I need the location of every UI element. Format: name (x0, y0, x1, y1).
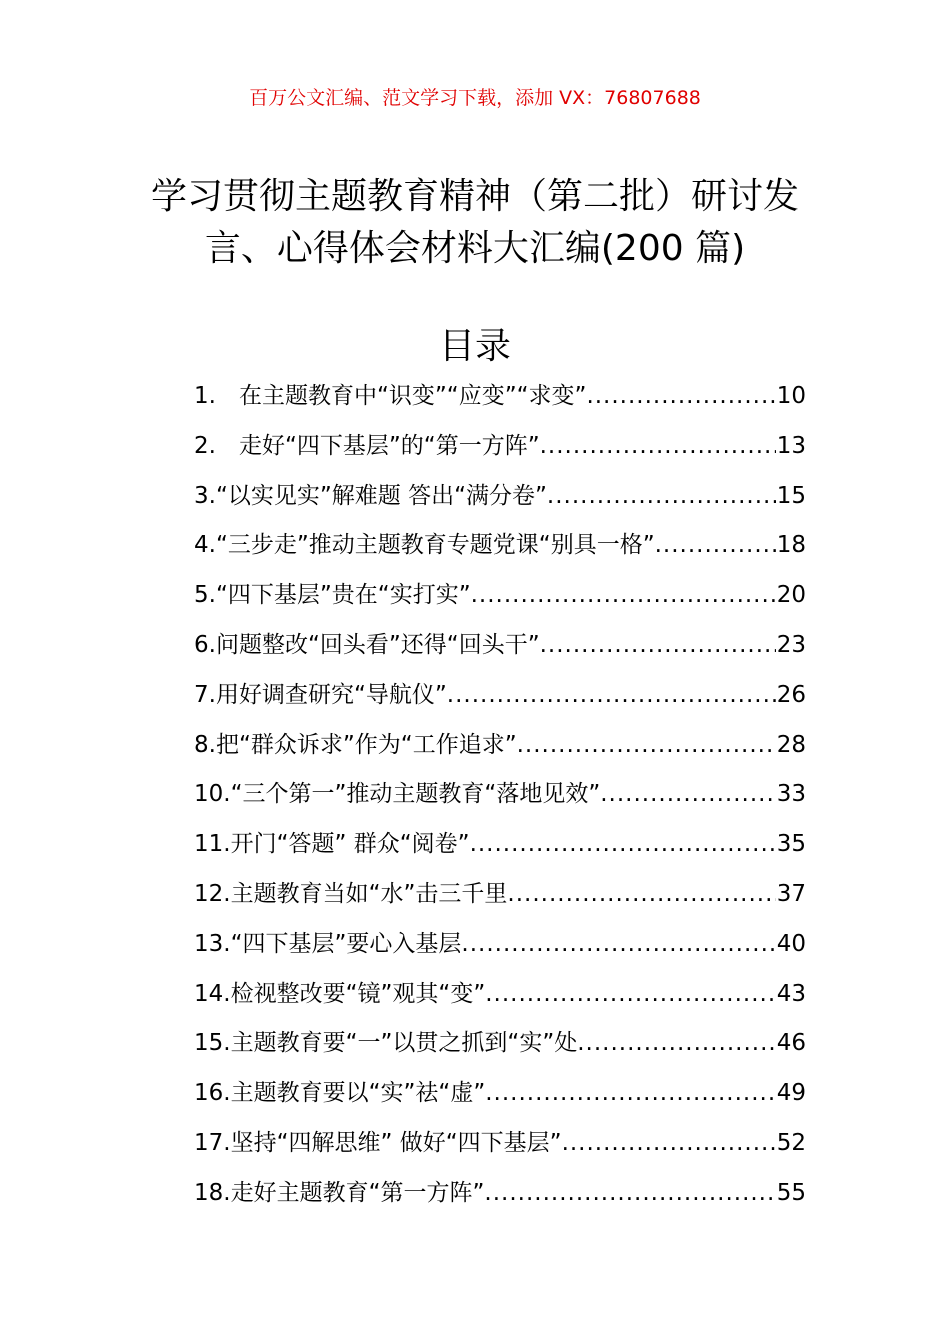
toc-entry[interactable] (194, 1169, 806, 1219)
document-title-line-1: 学习贯彻主题教育精神（第二批）研讨发 (150, 176, 799, 217)
toc-page-number: 35 (776, 831, 806, 858)
toc-entry-title: 3.“以实见实”解难题 答出“满分卷” (194, 482, 547, 509)
document-title (140, 171, 810, 275)
toc-page-number: 49 (776, 1080, 806, 1107)
toc-entry-title: 18.走好主题教育“第一方阵” (194, 1179, 485, 1206)
toc-page-number: 40 (776, 930, 806, 957)
toc-page-number: 55 (776, 1179, 806, 1206)
toc-page-number: 13 (776, 432, 806, 459)
toc-dot-leader (586, 372, 775, 422)
toc-entry-title: 15.主题教育要“一”以贯之抓到“实”处 (194, 1030, 578, 1057)
toc-entry-title: 13.“四下基层”要心入基层 (194, 930, 462, 957)
toc-entry-title: 8.把“群众诉求”作为“工作追求” (194, 731, 517, 758)
toc-dot-leader (470, 820, 776, 870)
toc-page-number: 46 (776, 1030, 806, 1057)
toc-entry[interactable] (194, 1019, 806, 1069)
toc-dot-leader (517, 721, 776, 771)
toc-entry[interactable] (194, 372, 806, 422)
toc-dot-leader (577, 1019, 775, 1069)
toc-page-number: 28 (776, 731, 806, 758)
toc-dot-leader (461, 920, 775, 970)
header-note: 百万公文汇编、范文学习下载，添加 VX：76807688 (249, 87, 701, 109)
toc-page-number: 23 (776, 631, 806, 658)
toc-page-number: 33 (776, 781, 806, 808)
document-title-line-2: 言、心得体会材料大汇编(200 篇) (204, 228, 746, 269)
toc-dot-leader (471, 571, 776, 621)
toc-page-number: 37 (776, 880, 806, 907)
toc-entry[interactable] (194, 721, 806, 771)
toc-entry[interactable] (194, 621, 806, 671)
toc-entry[interactable] (194, 920, 806, 970)
toc-dot-leader (447, 671, 776, 721)
toc-entry[interactable] (194, 472, 806, 522)
toc-entry[interactable] (194, 870, 806, 920)
toc-entry[interactable] (194, 571, 806, 621)
toc-dot-leader (485, 1069, 775, 1119)
toc-dot-leader (655, 521, 776, 571)
toc-entry[interactable] (194, 820, 806, 870)
toc-entry-title: 11.开门“答题” 群众“阅卷” (194, 831, 470, 858)
toc-page-number: 43 (776, 980, 806, 1007)
toc-dot-leader (540, 422, 776, 472)
toc-entry-title: 17.坚持“四解思维” 做好“四下基层” (194, 1129, 562, 1156)
toc-entry-title: 1. 在主题教育中“识变”“应变”“求变” (194, 383, 587, 409)
toc-entry-title: 10.“三个第一”推动主题教育“落地见效” (194, 781, 601, 808)
table-of-contents (194, 372, 806, 1219)
toc-entry-title: 14.检视整改要“镜”观其“变” (194, 980, 486, 1007)
toc-page-number: 15 (776, 482, 806, 509)
toc-entry[interactable] (194, 422, 806, 472)
toc-dot-leader (485, 970, 775, 1020)
toc-dot-leader (484, 1169, 775, 1219)
toc-heading: 目录 (438, 326, 511, 367)
toc-page-number: 26 (776, 681, 806, 708)
toc-entry-title: 6.问题整改“回头看”还得“回头干” (194, 631, 540, 658)
toc-dot-leader (547, 472, 776, 522)
toc-dot-leader (507, 870, 775, 920)
toc-entry-title: 5.“四下基层”贵在“实打实” (194, 582, 471, 609)
toc-page-number: 20 (776, 582, 806, 609)
toc-entry[interactable] (194, 1119, 806, 1169)
toc-dot-leader (562, 1119, 776, 1169)
toc-entry-title: 4.“三步走”推动主题教育专题党课“别具一格” (194, 532, 655, 559)
toc-entry-title: 2. 走好“四下基层”的“第一方阵” (194, 432, 540, 459)
toc-page-number: 52 (776, 1129, 806, 1156)
toc-entry-title: 12.主题教育当如“水”击三千里 (194, 880, 508, 907)
toc-entry[interactable] (194, 521, 806, 571)
toc-entry[interactable] (194, 770, 806, 820)
toc-entry-title: 7.用好调查研究“导航仪” (194, 681, 447, 708)
toc-entry[interactable] (194, 970, 806, 1020)
toc-dot-leader (540, 621, 776, 671)
toc-entry-title: 16.主题教育要以“实”祛“虚” (194, 1080, 486, 1107)
toc-page-number: 18 (776, 532, 806, 559)
toc-dot-leader (600, 770, 775, 820)
toc-entry[interactable] (194, 671, 806, 721)
toc-page-number: 10 (776, 383, 806, 409)
toc-entry[interactable] (194, 1069, 806, 1119)
